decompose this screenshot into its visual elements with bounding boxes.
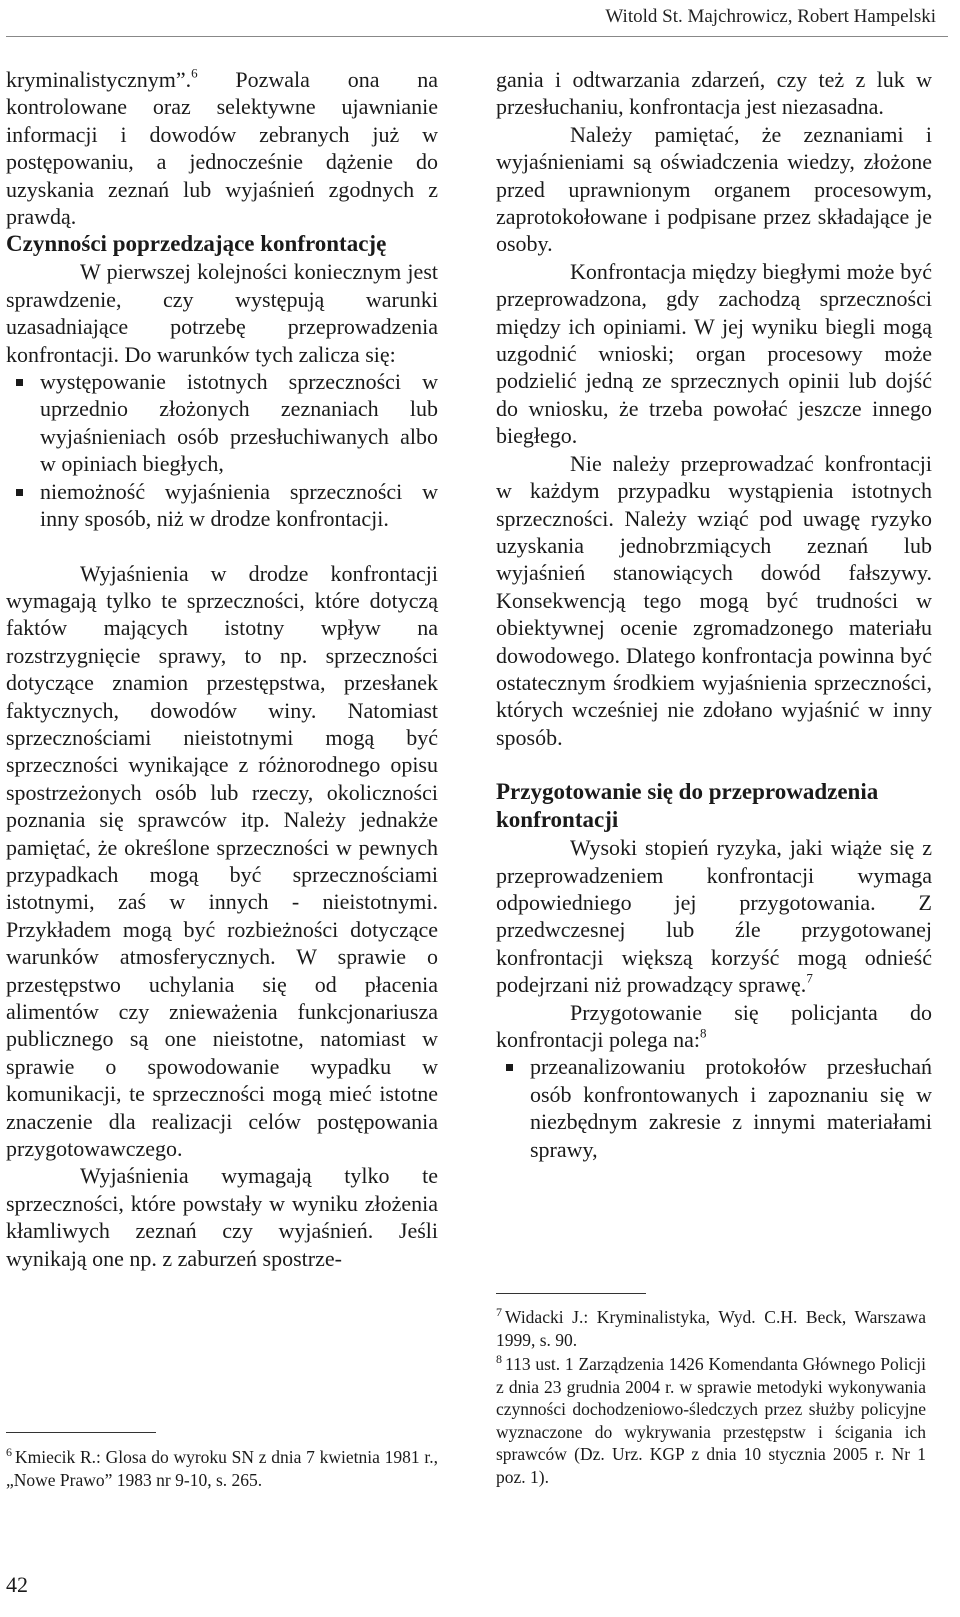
running-head: Witold St. Majchrowicz, Robert Hampelski (605, 6, 936, 27)
footnote: $^7$ Widacki J.: Kryminalistyka, Wyd. C.H. Beck, Warszawa 1999, s. 90. (496, 1304, 926, 1350)
bullet-icon (16, 489, 23, 496)
page-number: 42 (6, 1572, 28, 1597)
paragraph: gania i odtwarzania zdarzeń, czy też z luk w przesłuchaniu, konfrontacja jest niezasadna. (496, 67, 932, 120)
paragraph: W pierwszej kolejności koniecznym jest sprawdzenie, czy występują warunki uzasadniające potrzebę przeprowadzenia konfrontacji. Do warunków tych zalicza się: (6, 259, 438, 367)
bullet-icon (506, 1064, 513, 1071)
footnote-rule (496, 1293, 646, 1294)
paragraph: Wyjaśnienia w drodze konfrontacji wymagają tylko te sprzeczności, które dotyczą faktów mających istotny wpływ na rozstrzygnięcie sprawy, to np. sprzeczności dotyczące znamion przestępstwa, przesłanek faktycznych, dowodów winy. Natomiast sprzecznościami nieistotnymi mogą być sprzeczności wynikające z różnorodnego opisu spostrzeżonych osób lub rzeczy, okoliczności poznania się sprawców itp. Należy jednakże pamiętać, że określone sprzeczności w pewnych przypadkach mogą być sprzecznościami istotnymi, zaś w innych - nieistotnymi. Przykładem mogą być rozbieżności dotyczące warunków atmosferycznych. W sprawie o przestępstwo uchylania się od płacenia alimentów czy znieważenia funkcjonariusza publicznego są one nieistotne, natomiast w sprawie o spowodowanie wypadku w komunikacji, te sprzeczności mogą mieć istotne znaczenie dla realizacji celów postępowania przygotowawczego. (6, 560, 438, 1162)
left-column (6, 66, 438, 1272)
footnote-ref[interactable]: 8 (700, 1025, 707, 1041)
paragraph: Konfrontacja między biegłymi może być przeprowadzona, gdy zachodzą sprzeczności między ich opiniami. W jej wyniku biegli mogą uzgodnić wnioski; organ procesowy może podzielić jedną ze sprzecznych opinii lub dojść do wniosku, że trzeba powołać jeszcze innego biegłego. (496, 258, 932, 449)
paragraph: Przygotowanie się policjanta do konfrontacji polega na:$^8$ (496, 999, 932, 1052)
right-column (496, 66, 932, 1163)
paragraph: Należy pamiętać, że zeznaniami i wyjaśnieniami są oświadczenia wiedzy, złożone przed uprawnionym organem procesowym, zaprotokołowane i podpisane przez składające je osoby. (496, 121, 932, 257)
bullet-list (6, 368, 438, 532)
bullet-list (496, 1053, 932, 1163)
list-item: występowanie istotnych sprzeczności w uprzednio złożonych zeznaniach lub wyjaśnieniach osób przesłuchiwanych albo w opiniach biegłych, (6, 368, 438, 478)
section-heading: Przygotowanie się do przeprowadzenia konfrontacji (496, 779, 879, 833)
section-heading: Czynności poprzedzające konfrontację (6, 231, 387, 257)
paragraph: Wysoki stopień ryzyka, jaki wiąże się z przeprowadzeniem konfrontacji wymaga odpowiedniego jej przygotowania. Z przedwczesnej lub źle przygotowanej konfrontacji większą korzyść mogą odnieść podejrzani niż prowadzący sprawę.$^7$ (496, 835, 932, 998)
list-item: przeanalizowaniu protokołów przesłuchań osób konfrontowanych i zapoznaniu się w niezbędnym zakresie z innymi materiałami sprawy, (496, 1053, 932, 1163)
paragraph: Wyjaśnienia wymagają tylko te sprzeczności, które powstały w wyniku złożenia kłamliwych zeznań czy wyjaśnień. Jeśli wynikają one np. z zaburzeń spostrze- (6, 1163, 438, 1271)
footnote: $^8$ 113 ust. 1 Zarządzenia 1426 Komendanta Głównego Policji z dnia 23 grudnia 2004 r. w sprawie metodyki wykonywania czynności dochodzeniowo-śledczych przez służby policyjne wyznaczone do wykrywania przestępstw i ścigania ich sprawców (Dz. Urz. KGP z dnia 10 stycznia 2005 r. Nr 1 poz. 1). (496, 1351, 926, 1487)
footnotes-right (496, 1306, 926, 1490)
bullet-icon (16, 379, 23, 386)
paragraph: Nie należy przeprowadzać konfrontacji w każdym przypadku wystąpienia istotnych sprzeczności. Należy wziąć pod uwagę ryzyko uzyskania jednobrzmiących zeznań lub wyjaśnień stanowiących dowód fałszywy. Konsekwencją tego mogą być trudności w obiektywnej ocenie zgromadzonego materiału dowodowego. Dlatego konfrontacja powinna być ostatecznym środkiem wyjaśnienia sprzeczności, których wcześniej nie zdołano wyjaśnić w inny sposób. (496, 450, 932, 750)
paragraph: kryminalistycznym”.$^6$ Pozwala ona na kontrolowane oraz selektywne ujawnianie informacji i dowodów zebranych już w postępowaniu, a jednocześnie dążenie do uzyskania zeznań lub wyjaśnień zgodnych z prawdą. (6, 65, 438, 230)
footnote: $^6$ Kmiecik R.: Glosa do wyroku SN z dnia 7 kwietnia 1981 r., „Nowe Prawo” 1983 nr 9-10, s. 265. (6, 1444, 438, 1490)
footnote-rule (6, 1432, 156, 1433)
list-item: niemożność wyjaśnienia sprzeczności w inny sposób, niż w drodze konfrontacji. (6, 478, 438, 533)
footnotes-left (6, 1446, 438, 1493)
footnote-ref[interactable]: 6 (191, 65, 198, 81)
footnote-ref[interactable]: 7 (806, 970, 813, 986)
header-rule (6, 36, 948, 37)
